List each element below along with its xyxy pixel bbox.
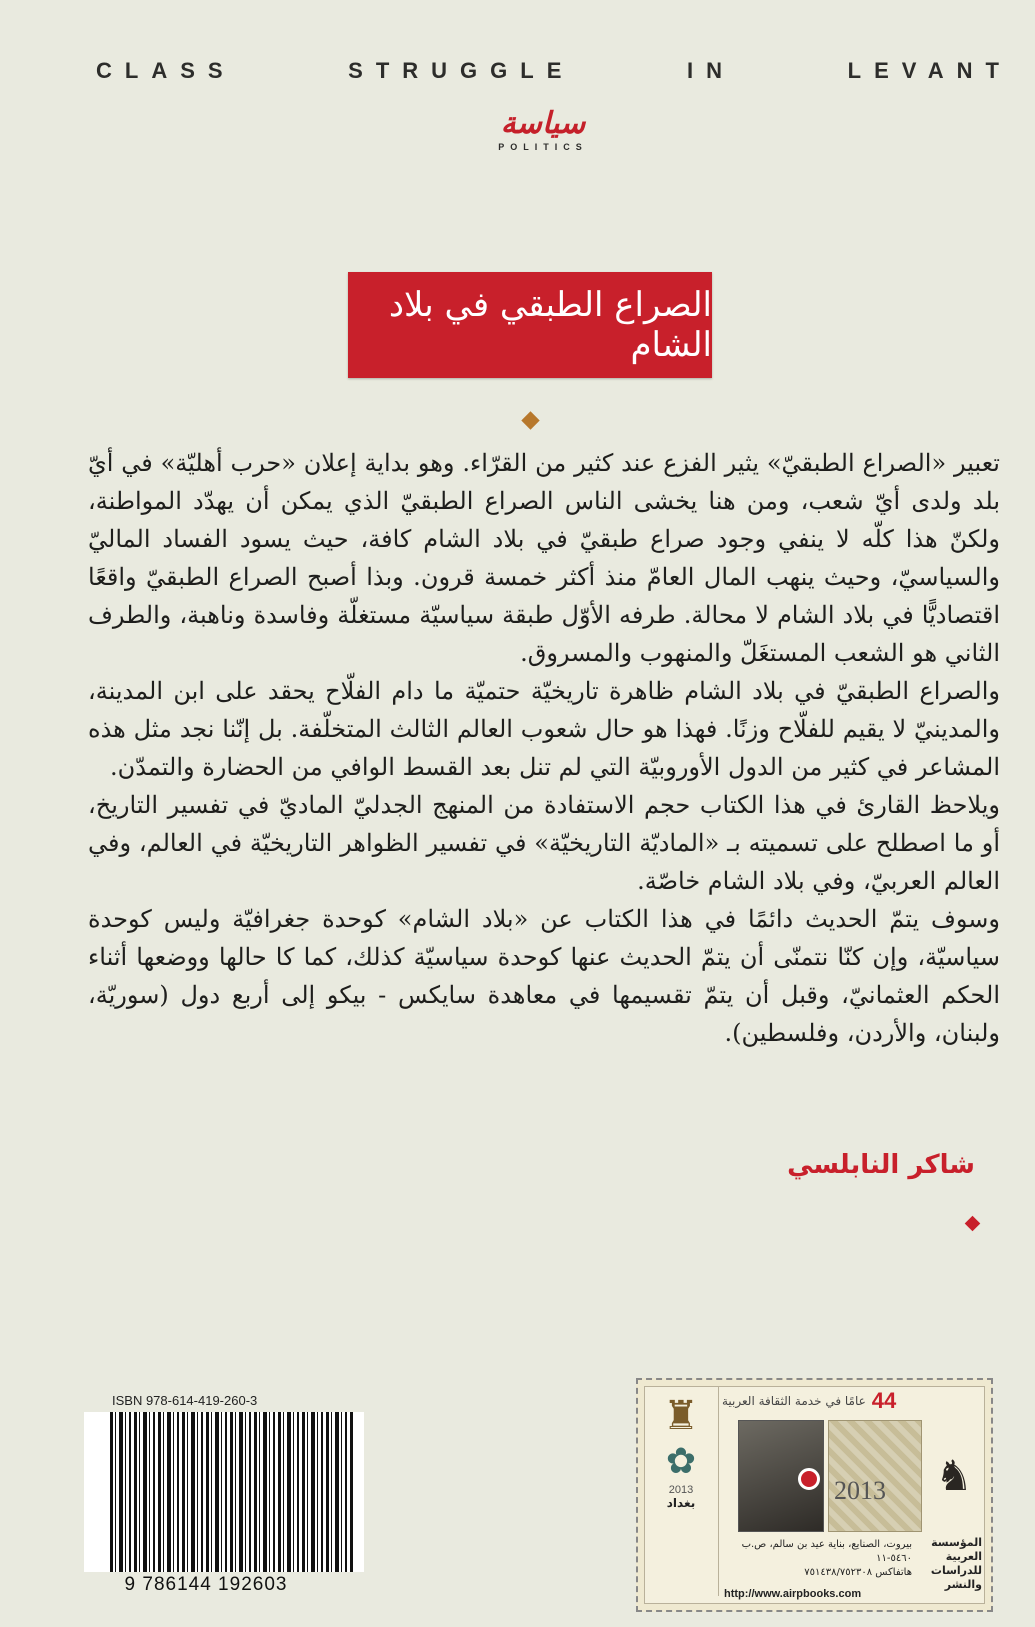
stamp-city: بغداد (666, 1496, 696, 1510)
blurb-paragraph: والصراع الطبقيّ في بلاد الشام ظاهرة تاريخيّة حتميّة ما دام الفلّاح يحقد على ابن المدينة، والمدينيّ لا يقيم للفلّاح وزنًا. فهذا هو حال شعوب العالم الثالث المتخلّفة. بل إنّنا نجد مثل هذه المشاعر في كثير من الدول الأوروبيّة التي لم تنل بعد القسط الوافي من الحضارة والتمدّن. (88, 677, 1000, 781)
publisher-stamp (636, 1378, 993, 1612)
book-title: الصراع الطبقي في بلاد الشام (388, 285, 712, 365)
stamp-address (722, 1538, 912, 1580)
author-name: شاكر النابلسي (787, 1150, 975, 1180)
stamp-tagline: عامًا في خدمة الثقافة العربية (722, 1394, 866, 1408)
book-title-box (348, 272, 712, 378)
blurb (88, 444, 1000, 1052)
stamp-address-line: بيروت، الصنايع، بناية عيد بن سالم، ص.ب ٥٤٦٠-١١ (741, 1539, 912, 1564)
series-word: CLASS (96, 58, 236, 83)
stamp-publisher-name: المؤسسة العربية للدراسات والنشر (930, 1536, 982, 1591)
series-word: LEVANT (847, 58, 1012, 83)
barcode-number: 9 786144 192603 (124, 1574, 288, 1595)
stamp-figure-icon: ♞ (935, 1450, 973, 1500)
series-word: IN (687, 58, 736, 83)
stamp-left-panel (644, 1386, 719, 1596)
series-word: STRUGGLE (348, 58, 575, 83)
stamp-phone: هاتفاكس ٧٥١٤٣٨/٧٥٢٣٠٨ (804, 1567, 912, 1578)
stamp-year: 2013 (668, 1484, 694, 1496)
stamp-anniversary-number: 44 (871, 1388, 897, 1413)
baghdad-emblem-icon: ✿ (665, 1441, 697, 1482)
imprint-subtitle: POLITICS (498, 142, 588, 152)
isbn-label: ISBN 978-614-419-260-3 (112, 1393, 258, 1408)
winged-lion-icon: ♜ (663, 1393, 699, 1439)
stamp-header (722, 1388, 978, 1414)
stamp-year-large: 2013 (834, 1476, 886, 1505)
blurb-paragraph: وسوف يتمّ الحديث دائمًا في هذا الكتاب عن «بلاد الشام» كوحدة جغرافيّة وليس كوحدة سياسيّة، وإن كنّا نتمنّى أن يتمّ الحديث عنها كوحدة سياسيّة كذلك، كما كا حالها ووضعها أثناء الحكم العثمانيّ، وقبل أن يتمّ تقسيمها في معاهدة سايكس - بيكو إلى أربع دول (سوريّة، ولبنان، والأردن، وفلسطين). (88, 905, 1000, 1047)
blurb-paragraph: ويلاحظ القارئ في هذا الكتاب حجم الاستفادة من المنهج الجدليّ الماديّ في تفسير التاريخ، أو ما اصطلح على تسميته بـ «الماديّة التاريخيّة» في تفسير الظواهر التاريخيّة في العالم، وفي العالم العربيّ، وفي بلاد الشام خاصّة. (88, 791, 1000, 895)
imprint-name: سياسة (500, 107, 586, 140)
stamp-website: http://www.airpbooks.com (724, 1588, 862, 1600)
series-title (96, 58, 1012, 84)
imprint-logo (458, 108, 628, 152)
diamond-ornament-icon (521, 411, 539, 429)
stamp-red-seal-icon (798, 1468, 820, 1490)
barcode-icon (84, 1412, 364, 1572)
blurb-paragraph: تعبير «الصراع الطبقيّ» يثير الفزع عند كثير من القرّاء. وهو بداية إعلان «حرب أهليّة» في أيّ بلد ولدى أيّ شعب، ومن هنا يخشى الناس الصراع الطبقيّ الذي يمكن أن يهدّد المواطنة، ولكنّ هذا كلّه لا ينفي وجود صراع طبقيّ في بلاد الشام كافة، حيث يسود الفساد الماليّ والسياسيّ، وحيث ينهب المال العامّ منذ أكثر خمسة قرون. وبذا أصبح الصراع الطبقيّ واقعًا اقتصاديًّا في بلاد الشام لا محالة. طرفه الأوّل طبقة سياسيّة مستغلّة وفاسدة وناهبة، والطرف الثاني هو الشعب المستغَلّ والمنهوب والمسروق. (88, 449, 1000, 667)
diamond-ornament-icon (965, 1216, 981, 1232)
